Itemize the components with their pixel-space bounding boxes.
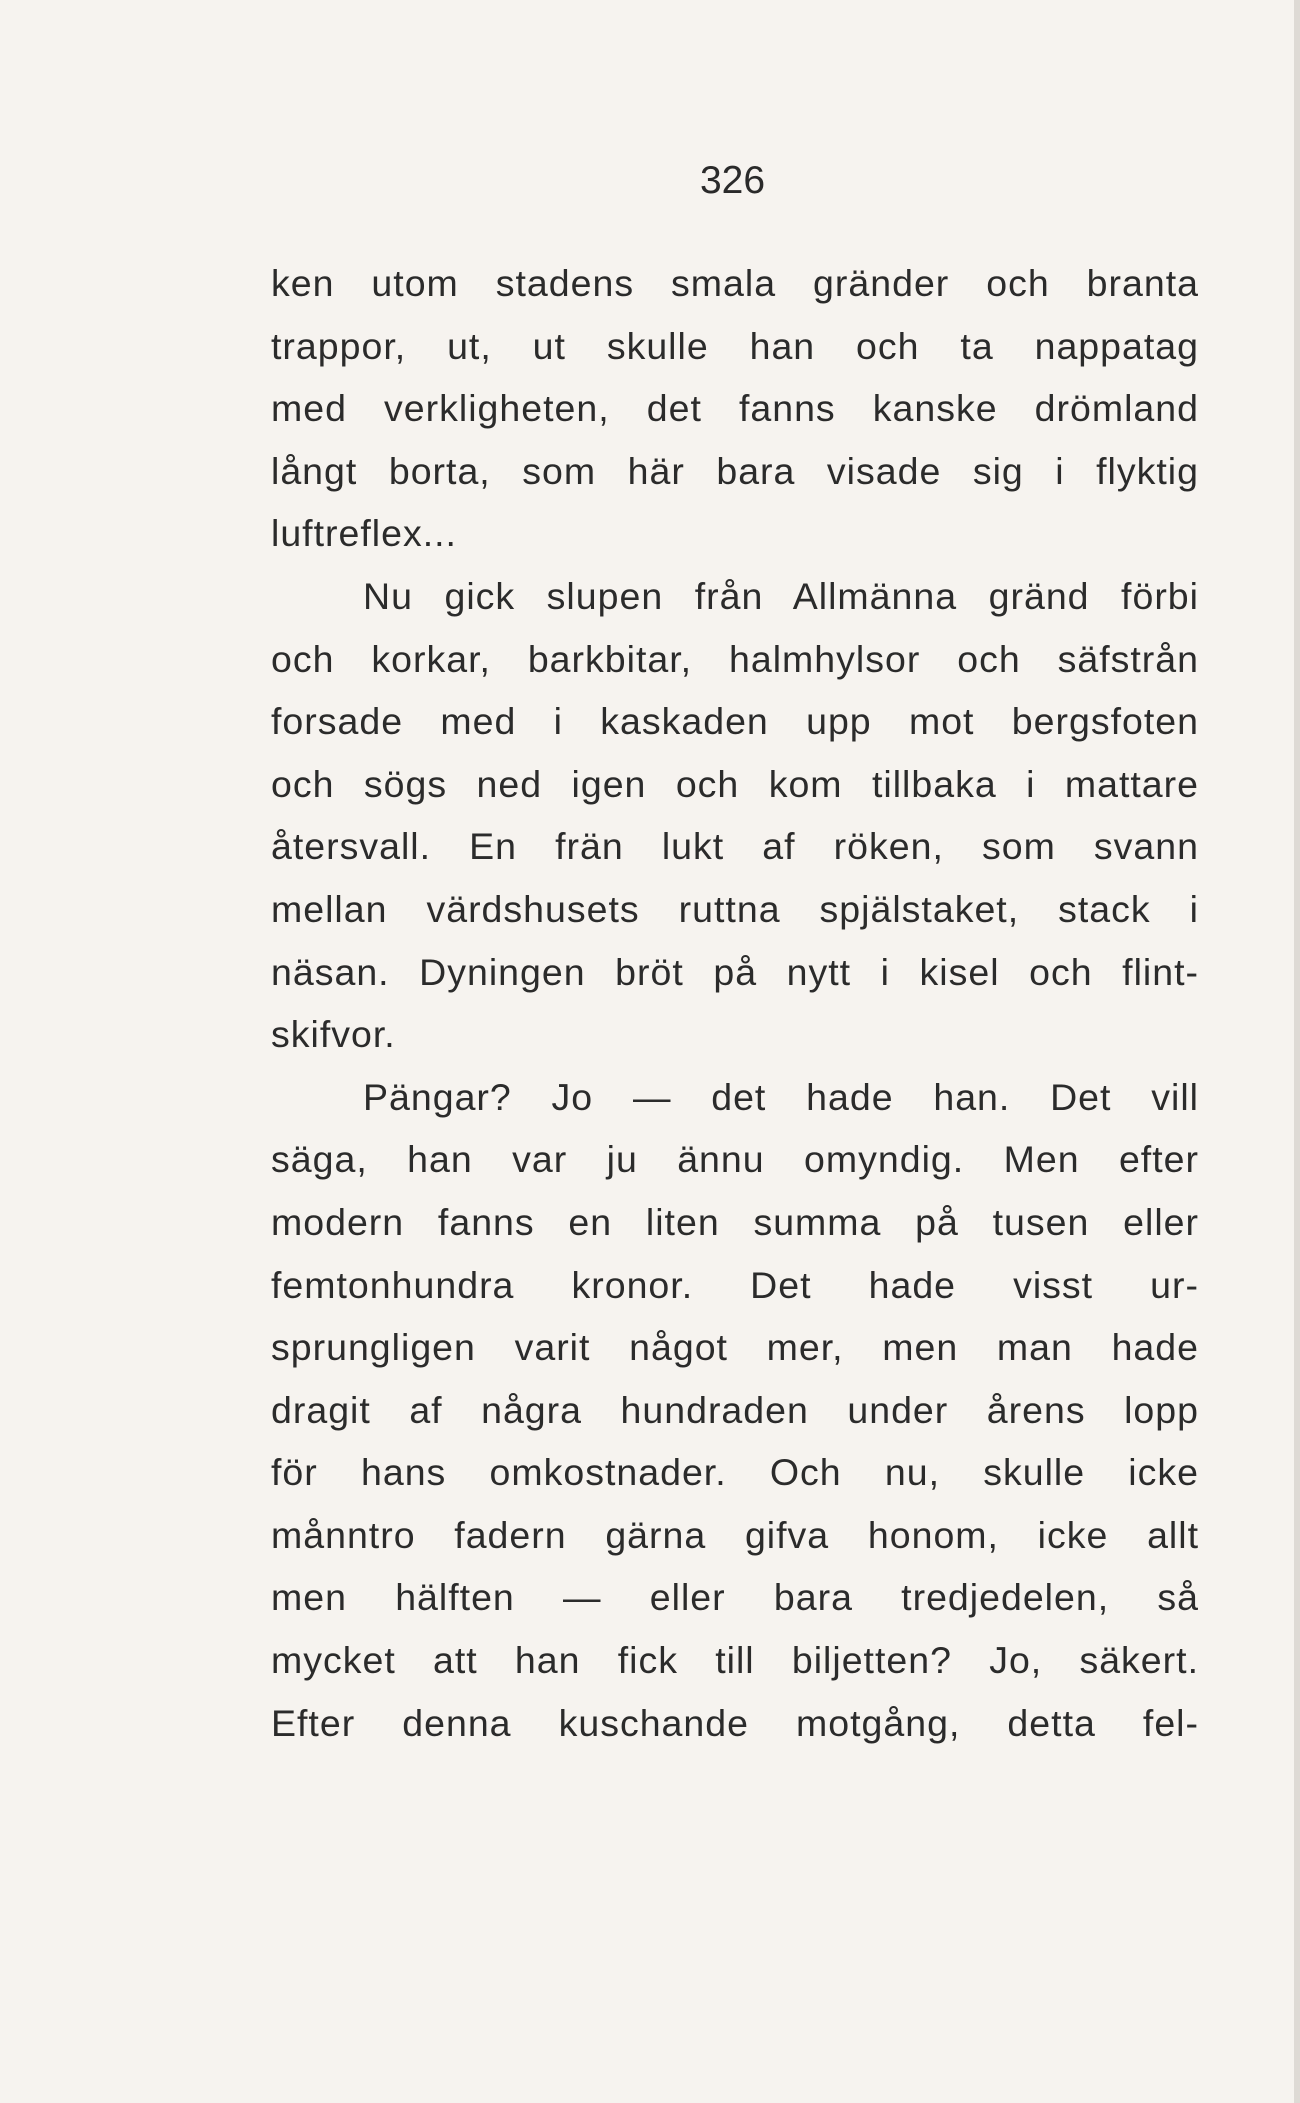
text-line: näsan. Dyningen bröt på nytt i kisel och flint- <box>271 950 1199 993</box>
text-line: trappor, ut, ut skulle han och ta nappatag <box>271 324 1199 367</box>
text-line: säga, han var ju ännu omyndig. Men efter <box>271 1138 1199 1181</box>
page-number: 326 <box>699 159 766 202</box>
text-line: med verkligheten, det fanns kanske drömland <box>271 387 1199 430</box>
text-line: sprungligen varit något mer, men man hade <box>271 1326 1199 1369</box>
text-line: dragit af några hundraden under årens lopp <box>271 1388 1199 1431</box>
text-line: långt borta, som här bara visade sig i flyktig <box>271 449 1199 492</box>
text-line: Efter denna kuschande motgång, detta fel- <box>271 1701 1199 1744</box>
text-line: modern fanns en liten summa på tusen eller <box>271 1200 1199 1243</box>
text-line: och sögs ned igen och kom tillbaka i mattare <box>271 762 1199 805</box>
text-line: månntro fadern gärna gifva honom, icke allt <box>271 1513 1199 1556</box>
text-line: ken utom stadens smala gränder och branta <box>271 262 1199 304</box>
text-line: mellan värdshusets ruttna spjälstaket, stack i <box>271 887 1199 930</box>
text-line: femtonhundra kronor. Det hade visst ur- <box>271 1263 1199 1306</box>
text-line: mycket att han fick till biljetten? Jo, säkert. <box>271 1639 1199 1682</box>
text-line: luftreflex... <box>271 512 457 555</box>
text-line: återsvall. En frän lukt af röken, som svann <box>271 825 1199 868</box>
text-line: Pängar? Jo — det hade han. Det vill <box>363 1075 1199 1118</box>
text-line: för hans omkostnader. Och nu, skulle icke <box>271 1451 1199 1494</box>
page-edge <box>1294 0 1300 2103</box>
text-line: forsade med i kaskaden upp mot bergsfoten <box>271 700 1199 743</box>
text-line: Nu gick slupen från Allmänna gränd förbi <box>363 574 1199 617</box>
text-line: men hälften — eller bara tredjedelen, så <box>271 1576 1199 1619</box>
body-text <box>271 252 1199 1754</box>
text-line: och korkar, barkbitar, halmhylsor och säfstrån <box>271 637 1199 680</box>
text-line: skifvor. <box>271 1013 396 1056</box>
